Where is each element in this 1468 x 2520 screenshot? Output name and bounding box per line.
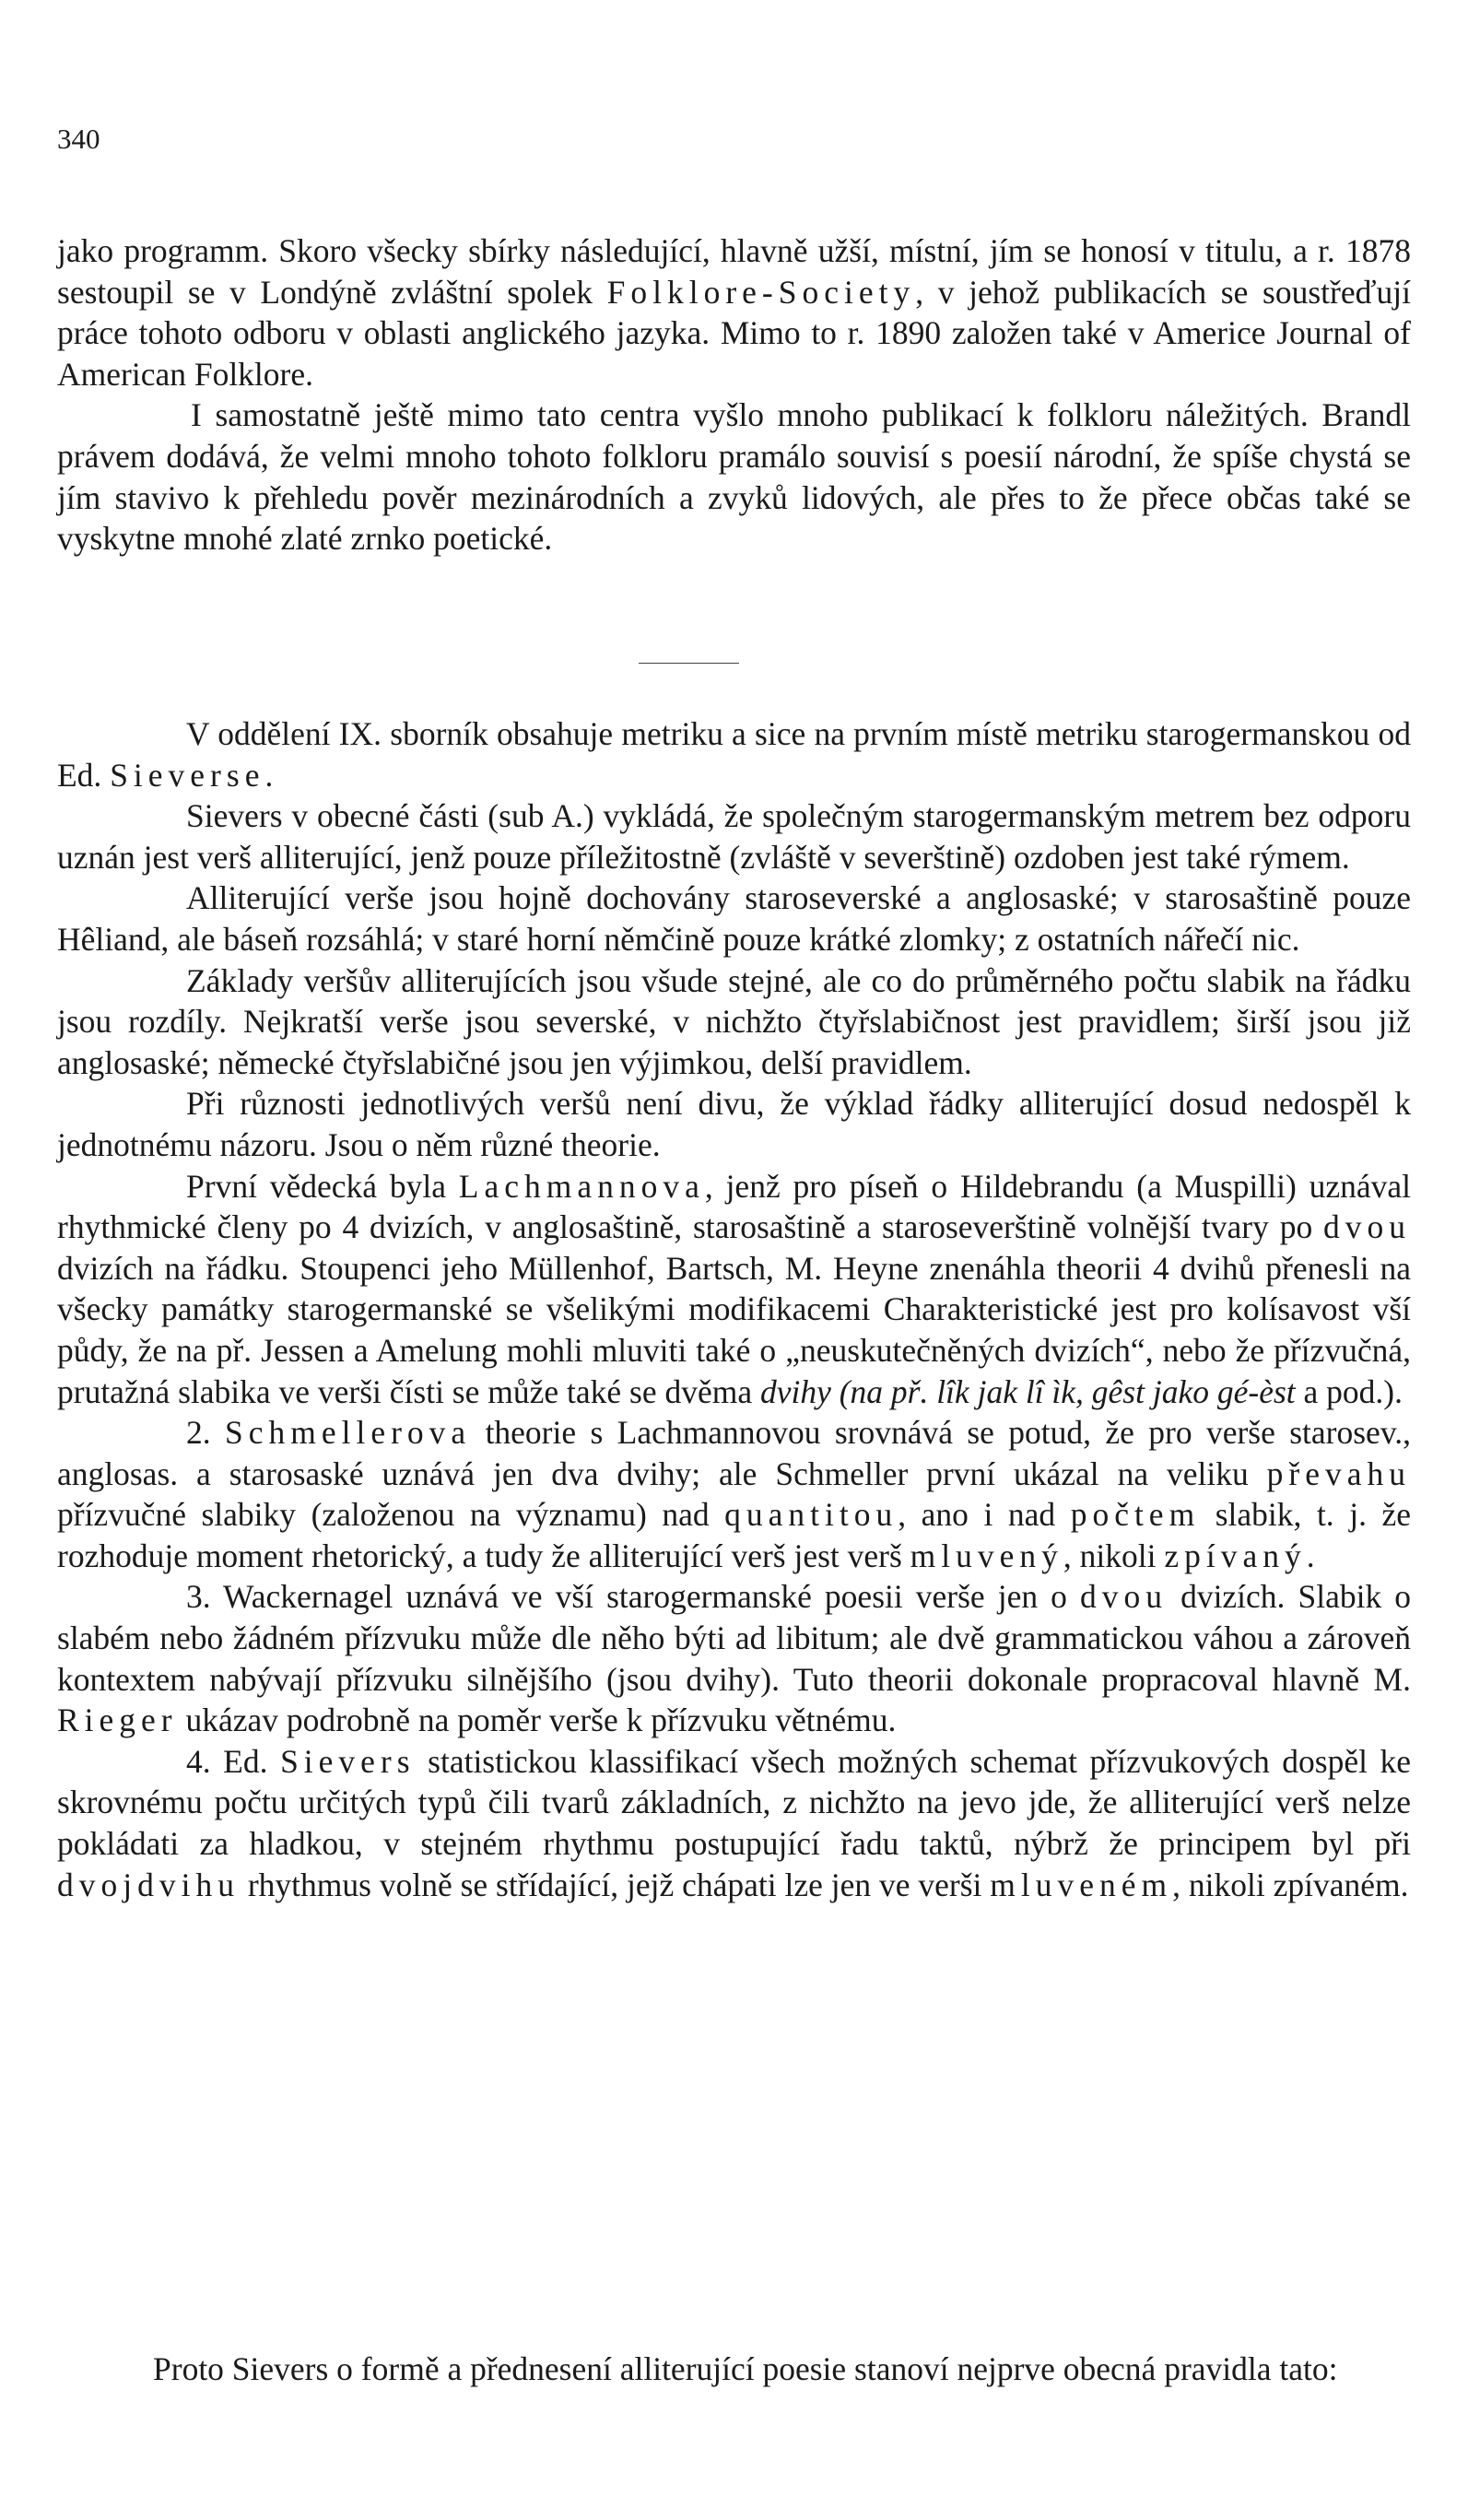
spaced-term: mluvený [910,1537,1063,1574]
paragraph: Sievers v obecné části (sub A.) vykládá, že společným starogermanským metrem bez odporu uznán jest verš alliterující, jenž pouze příležitostně (zvláště v severštině) ozdoben jest také rýmem. [57,797,1411,876]
spaced-term: Sieverse [110,756,265,794]
italic-term: dvihy (na př. lîk jak lî ìk, gêst jako gé-èst [759,1372,1296,1410]
paragraph: V oddělení IX. sborník obsahuje metriku a sice na prvním místě metriku starogermanskou od Ed. Sieverse. [57,715,1411,794]
spaced-term: Folklore-Society [606,273,916,311]
spaced-term: počtem [1070,1496,1201,1534]
spaced-term: dvou [1080,1578,1168,1616]
spaced-term: Schmellerova [225,1414,472,1452]
metrics-section [57,713,1411,1905]
paragraph: Při různosti jednotlivých veršů není divu, že výklad řádky alliterující dosud nedospěl k jednotnému názoru. Jsou o něm různé theorie. [57,1085,1411,1163]
folklore-section [57,230,1411,559]
page-number: 340 [57,123,100,155]
spaced-term: Rieger [57,1702,178,1739]
spaced-term: Sievers [280,1742,416,1780]
paragraph: I samostatně ještě mimo tato centra vyšlo mnoho publikací k folkloru náležitých. Brandl právem dodává, že velmi mnoho tohoto folkloru pramálo souvisí s poesií národní, že spíše chystá se jím stavivo k přehledu pověr mezinárodních a zvyků lidových, ale přes to že přece občas také se vyskytne mnohé zlaté zrnko poetické. [57,396,1411,558]
paragraph: První vědecká byla Lachmannova, jenž pro píseň o Hildebrandu (a Muspilli) uznával rhythmické členy po 4 dvizích, v anglosaštině, starosaštině a staroseverštině volnější tvary po dvou dvizích na řádku. Stoupenci jeho Müllenhof, Bartsch, M. Heyne znenáhla theorii 4 dvihů přenesli na všecky památky starogermanské se všelikými modifikacemi Charakteristické jest pro kolísavost vší půdy, že na př. Jessen a Amelung mohli mluviti také o „neuskutečněných dvizích“, nebo že přízvučná, prutažná slabika ve verši čísti se může také se dvěma dvihy (na př. lîk jak lî ìk, gêst jako gé-èst a pod.). [57,1167,1412,1410]
spaced-term: dvou [1323,1208,1412,1246]
paragraph: Základy veršův alliterujících jsou všude stejné, ale co do průměrného počtu slabik na řádku jsou rozdíly. Nejkratší verše jsou severské, v nichžto čtyřslabičnost jest pravidlem; širší jsou již anglosaské; německé čtyřslabičné jsou jen výjimkou, delší pravidlem. [57,961,1411,1081]
paragraph: Proto Sievers o formě a přednesení alliterující poesie stanoví nejprve obecná pravidla tato: [153,2350,1338,2387]
spaced-term: převahu [1266,1454,1411,1492]
paragraph: 4. Ed. Sievers statistickou klassifikací všech možných schemat přízvukových dospěl ke skrovnému počtu určitých typů čili tvarů základních, z nichžto na jevo jde, že alliterující verš nelze pokládati za hladkou, v stejném rhythmu postupující řadu taktů, nýbrž že principem byl při dvojdvihu rhythmus volně se střídající, jejž chápati lze jen ve verši mluveném, nikoli zpívaném. [57,1742,1412,1903]
section-divider [639,663,739,664]
spaced-term: quantitou [724,1496,898,1534]
paragraph: jako programm. Skoro všecky sbírky následující, hlavně užší, místní, jím se honosí v titulu, a r. 1878 sestoupil se v Londýně zvláštní spolek Folklore-Society, v jehož publikacích se soustřeďují práce tohoto odboru v oblasti anglického jazyka. Mimo to r. 1890 založen také v Americe Journal of American Folklore. [57,232,1412,393]
closing-section [57,2349,1411,2390]
paragraph: 2. Schmellerova theorie s Lachmannovou srovnává se potud, že pro verše starosev., anglosas. a starosaské uznává jen dva dvihy; ale Schmeller první ukázal na veliku převahu přízvučné slabiky (založenou na významu) nad quantitou, ano i nad počtem slabik, t. j. že rozhoduje moment rhetorický, a tudy že alliterující verš jest verš mluvený, nikoli zpívaný. [57,1414,1412,1574]
paragraph: 3. Wackernagel uznává ve vší starogermanské poesii verše jen o dvou dvizích. Slabik o slabém nebo žádném přízvuku může dle něho býti ad libitum; ale dvě grammatickou váhou a zároveň kontextem nabývají přízvuku silnějšího (jsou dvihy). Tuto theorii dokonale propracoval hlavně M. Rieger ukázav podrobně na poměr verše k přízvuku větnému. [57,1578,1412,1739]
spaced-term: mluveném [990,1866,1173,1903]
spaced-term: zpívaný [1164,1537,1307,1574]
spaced-term: dvojdvihu [57,1866,240,1903]
spaced-term: Lachmannova [458,1167,705,1205]
paragraph: Alliterující verše jsou hojně dochovány staroseverské a anglosaské; v starosaštině pouze Hêliand, ale báseň rozsáhlá; v staré horní němčině pouze krátké zlomky; z ostatních nářečí nic. [57,879,1411,958]
